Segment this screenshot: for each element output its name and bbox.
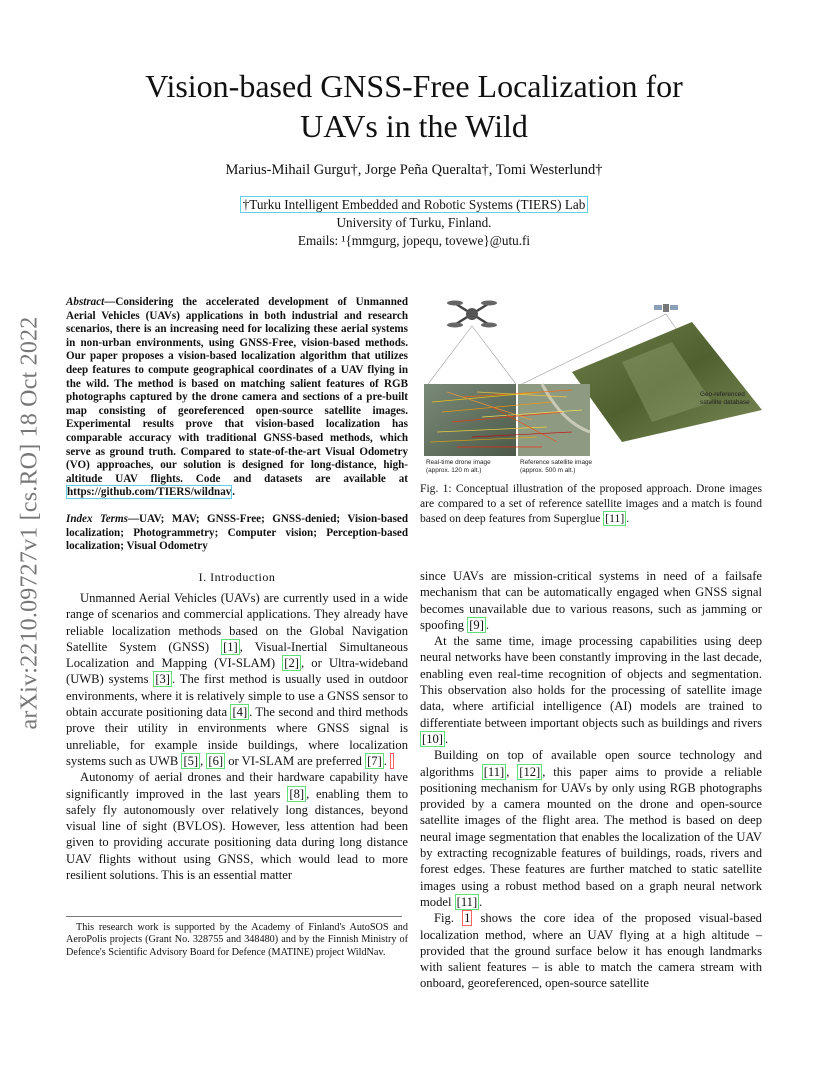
label-drone-image: Real-time drone image bbox=[426, 459, 491, 466]
drone-image bbox=[424, 384, 516, 456]
abstract-label: Abstract bbox=[66, 296, 105, 308]
citation-link[interactable]: [2] bbox=[284, 656, 299, 671]
affiliation-block bbox=[0, 196, 828, 250]
label-satellite-image: Reference satellite image bbox=[520, 459, 593, 466]
citation-link[interactable]: [3] bbox=[155, 672, 170, 687]
figure-1-illustration bbox=[422, 292, 762, 476]
author-list: Marius-Mihail Gurgu†, Jorge Peña Queralta†, Tomi Westerlund† bbox=[225, 162, 603, 178]
footnote-rule bbox=[66, 916, 402, 917]
affiliation-university: University of Turku, Finland. bbox=[336, 215, 492, 230]
code-repo-link[interactable]: https://github.com/TIERS/wildnav bbox=[67, 486, 232, 499]
abstract bbox=[66, 296, 408, 500]
citation-link[interactable]: [7] bbox=[367, 753, 382, 768]
satellite-icon bbox=[654, 304, 678, 312]
figure-1-caption: Fig. 1: Conceptual illustration of the proposed approach. Drone images are compared to a set of reference satellite images and a match is found based on deep features from Superglue [11] . bbox=[420, 482, 762, 526]
funding-footnote: This research work is supported by the Academy of Finland's AutoSOS and AeroPolis projects (Grant No. 328755 and 348480) and by the Finnish Ministry of Defence's Scientific Advisory Board for Defence (MATINE) project WildNav. bbox=[66, 922, 408, 958]
affiliation-lab-link[interactable]: †Turku Intelligent Embedded and Robotic Systems (TIERS) Lab bbox=[240, 196, 589, 213]
paper-title bbox=[0, 66, 828, 146]
title-line-2: UAVs in the Wild bbox=[300, 108, 528, 144]
citation-link[interactable]: [8] bbox=[289, 786, 305, 801]
label-satellite-altitude: (approx. 500 m alt.) bbox=[520, 467, 576, 474]
citation-link[interactable]: [11] bbox=[483, 764, 505, 779]
abstract-text: —Considering the accelerated development of Unmanned Aerial Vehicles (UAVs) applications in both industrial and research scenarios, there is an increasing need for localizing these aerial systems in non-urban environments, using GNSS-Free, vision-based methods. Our paper proposes a vision-based localization algorithm that utilizes deep features to compute geographical coordinates of a UAV flying in the wild. The method is based on matching salient features of RGB photographs captured by the drone camera and sections of a pre-built map consisting of georeferenced open-source satellite images. Experimental results prove that vision-based localization has comparable accuracy with traditional GNSS-based methods, which serve as ground truth. Compared to state-of-the-art Visual Odometry (VO) approaches, our solution is designed for long-distance, high-altitude UAV flights. Code and datasets are available at bbox=[66, 296, 408, 485]
citation-link[interactable]: [11] bbox=[456, 894, 478, 909]
figure-reference-link[interactable]: 1 bbox=[464, 911, 471, 926]
right-column-body bbox=[420, 568, 762, 992]
citation-link[interactable]: [10] bbox=[422, 731, 443, 746]
citation-link[interactable]: [5] bbox=[183, 753, 199, 768]
abstract-end: . bbox=[232, 486, 236, 499]
citation-link[interactable]: [11] bbox=[605, 512, 625, 526]
right-paragraph-1: At the same time, image processing capabilities using deep neural networks have been constantly improving in the last decade, enabling even real-time recognition of objects and segmentation. This observation also holds for the processing of satellite image data, where artificial intelligence (AI) models are trained to differentiate between important objects such as buildings and rivers [10] . bbox=[420, 634, 762, 746]
index-terms-text: —UAV; MAV; GNSS-Free; GNSS-denied; Vision-based localization; Photogrammetry; Computer vision; Perception-based localization; Visual Odometry bbox=[66, 513, 408, 553]
title-line-1: Vision-based GNSS-Free Localization for bbox=[145, 68, 683, 104]
label-drone-altitude: (approx. 120 m alt.) bbox=[426, 467, 482, 474]
intro-paragraph-2: Autonomy of aerial drones and their hardware capability have significantly improved in the last years [8] , enabling them to safely fly autonomously over relatively long distances, beyond visual line of sight (BVLOS). However, less attention had been given to providing accurate positioning data during long distance UAV flights without using GNSS, which would lead to more resilient solutions. This is an essential matter bbox=[66, 770, 409, 883]
author-emails: Emails: ¹{mmgurg, jopequ, tovewe}@utu.fi bbox=[297, 233, 531, 248]
label-database-2: satellite database bbox=[700, 399, 750, 406]
right-paragraph-3: Fig. 1 shows the core idea of the proposed visual-based localization method, where an UAV flying at a high altitude – provided that the ground surface below it has enough landmarks with salient features – is able to match the camera stream with onboard, georeferenced, open-source satellite bbox=[420, 911, 762, 991]
left-column-body bbox=[66, 590, 408, 883]
citation-link[interactable]: [6] bbox=[208, 753, 224, 768]
citation-link[interactable]: [12] bbox=[519, 764, 541, 779]
index-terms-label: Index Terms bbox=[66, 513, 128, 525]
index-terms bbox=[66, 513, 408, 554]
section-heading-introduction: I. Introduction bbox=[198, 570, 276, 584]
intro-paragraph-1: Unmanned Aerial Vehicles (UAVs) are currently used in a wide range of scenarios and commercial applications. They already have reliable localization methods based on the Global Navigation Satellite System (GNSS) [1] , Visual-Inertial Simultaneous Localization and Mapping (VI-SLAM) [2] , or Ultra-wideband (UWB) systems [3] . The first method is usually used in outdoor environments, where it is relatively simple to use a GNSS sensor to obtain accurate positioning data [4] . The second and third methods prove their utility in environments where GNSS signal is unreliable, for example inside buildings, where localization systems such as UWB [5] , [6] or VI-SLAM are preferred [7] . bbox=[66, 591, 409, 768]
arxiv-id[interactable]: arXiv:2210.09727v1 [cs.RO] 18 Oct 2022 bbox=[16, 316, 43, 730]
drone-icon bbox=[447, 301, 497, 328]
arxiv-stamp bbox=[10, 288, 50, 758]
citation-link[interactable]: [9] bbox=[469, 617, 484, 632]
right-paragraph-0: since UAVs are mission-critical systems in need of a failsafe mechanism that can be automatically engaged when GNSS signal becomes unavailable due to various reasons, such as jamming or spoofing [9] . bbox=[420, 569, 762, 632]
right-paragraph-2: Building on top of available open source technology and algorithms [11] , [12] , this paper aims to provide a reliable positioning mechanism for UAVs by only using RGB photographs provided by a camera mounted on the drone and open-source satellite images of the flight area. The method is based on deep neural image segmentation that enables the localization of the UAV by extracting recognizable features of buildings, roads, rivers and forest edges. These features are further matched to static satellite images using a robust method based on a graph neural network model [11] . bbox=[420, 748, 762, 909]
citation-link[interactable]: [1] bbox=[223, 639, 238, 654]
label-database-1: Geo-referenced bbox=[700, 391, 745, 398]
broken-citation-link[interactable] bbox=[390, 753, 394, 769]
citation-link[interactable]: [4] bbox=[232, 705, 248, 720]
